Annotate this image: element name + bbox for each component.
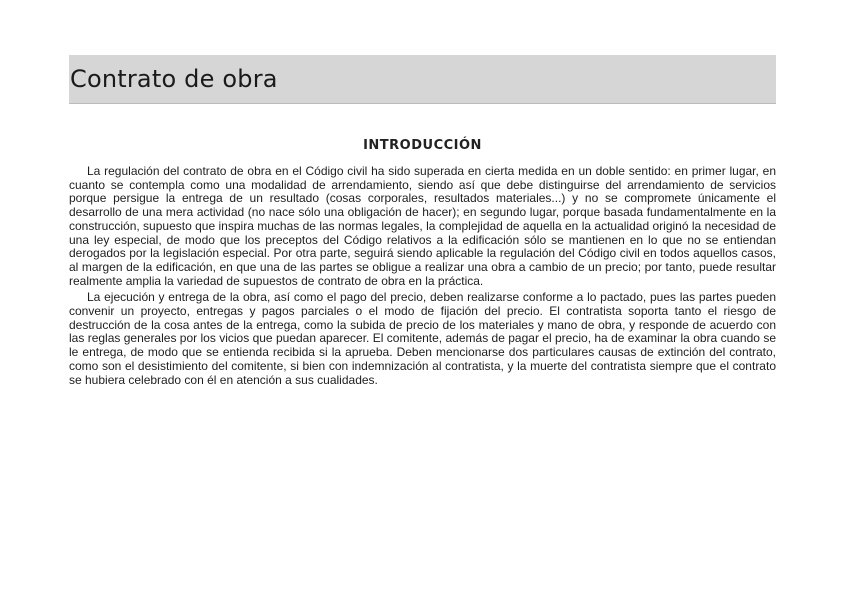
paragraph-2: La ejecución y entrega de la obra, así como el pago del precio, deben realizarse conforme a lo pactado, pues las partes pueden convenir un proyecto, entregas y pagos parciales o el modo de fijación del precio. El contratista soporta tanto el riesgo de destrucción de la cosa antes de la entrega, como la subida de precio de los materiales y mano de obra, y responde de acuerdo con las reglas generales por los vicios que puedan aparecer. El comitente, además de pagar el precio, ha de examinar la obra cuando se le entrega, de modo que se entienda recibida si la aprueba. Deben mencionarse dos particulares causas de extinción del contrato, como son el desistimiento del comitente, si bien con indemnización al contratista, y la muerte del contratista siempre que el contrato se hubiera celebrado con él en atención a sus cualidades. [69, 290, 776, 387]
paragraph-1: La regulación del contrato de obra en el Código civil ha sido superada en cierta medida en un doble sentido: en primer lugar, en cuanto se contempla como una modalidad de arrendamiento, siendo así que debe distinguirse del arrendamiento de servicios porque persigue la entrega de un resultado (cosas corporales, resultados materiales...) y no se compromete únicamente el desarrollo de una mera actividad (no nace sólo una obligación de hacer); en segundo lugar, porque basada fundamentalmente en la construcción, supuesto que inspira muchas de las normas legales, la complejidad de aquella en la actualidad originó la necesidad de una ley especial, de modo que los preceptos del Código relativos a la edificación sólo se mantienen en lo que no se entiendan derogados por la legislación especial. Por otra parte, seguirá siendo aplicable la regulación del Código civil en todos aquellos casos, al margen de la edificación, en que una de las partes se obligue a realizar una obra a cambio de un precio; por tanto, puede resultar realmente amplia la variedad de supuestos de contrato de obra en la práctica. [69, 164, 776, 288]
body-text [69, 165, 776, 387]
title-bar [69, 55, 776, 104]
section-heading: INTRODUCCIÓN [363, 138, 482, 153]
page-title: Contrato de obra [70, 65, 278, 93]
document-page [69, 55, 776, 390]
